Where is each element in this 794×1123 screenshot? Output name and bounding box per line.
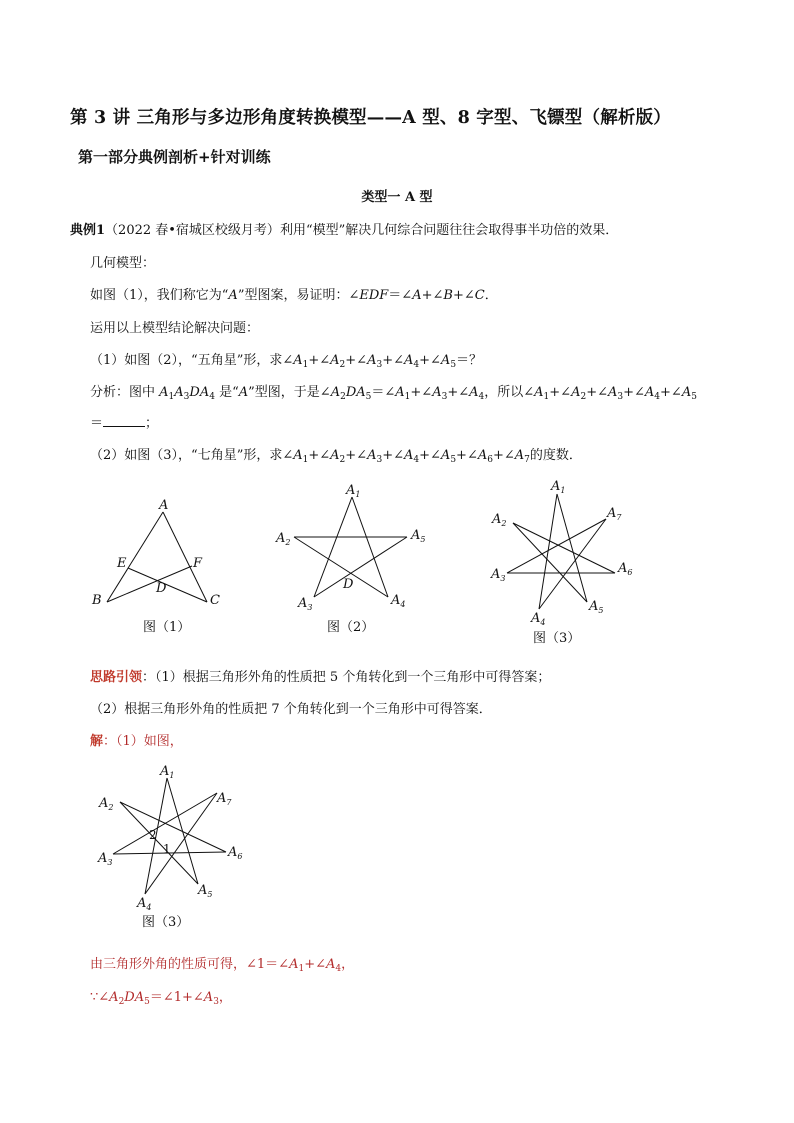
analysis-semicolon: ； <box>145 416 159 431</box>
figure-1 <box>85 490 235 650</box>
fig4-label-a5: $A_5$ <box>198 883 213 899</box>
figure-3 <box>485 472 645 652</box>
fig3-label-a5: $A_5$ <box>589 599 604 615</box>
fig1-label-e: E <box>117 556 127 571</box>
analysis-text-b: 是“ <box>219 385 239 400</box>
fig4-label-a1: $A_1$ <box>160 764 175 780</box>
fig1-var-c: C <box>474 288 485 303</box>
figure-2 <box>270 480 440 640</box>
fig4-label-a7: $A_7$ <box>217 791 232 807</box>
fig1-var-b: B <box>443 288 453 303</box>
fig3-star <box>507 494 615 609</box>
fig2-label-a5: $A_5$ <box>411 528 426 544</box>
fig1-text-a: 如图（1），我们称它为“ <box>90 288 229 303</box>
fig1-caption: 图（1） <box>143 620 191 635</box>
fig1-label-f: F <box>193 556 203 571</box>
fig2-caption: 图（2） <box>327 620 375 635</box>
analysis-text-a: 分析：图中 <box>90 385 160 400</box>
fig3-label-a4: $A_4$ <box>531 611 546 627</box>
example-label: 典例1 <box>70 223 106 238</box>
solution-label: 解 <box>90 734 104 749</box>
fig3-label-a7: $A_7$ <box>607 506 622 522</box>
question-1: （1）如图（2），“五角星”形，求$\angle A_1+\angle A_2+\angle A_3+\angle A_4+\angle A_5=$？ <box>90 353 483 370</box>
fig4-angle-2: 2 <box>149 828 157 842</box>
answer-blank[interactable] <box>103 416 145 427</box>
fig3-caption: 图（3） <box>533 631 581 646</box>
apply-text: 运用以上模型结论解决问题： <box>90 321 260 336</box>
fig2-label-a1: $A_1$ <box>346 483 361 499</box>
hint-line-1 <box>90 666 550 685</box>
fig2-label-a4: $A_4$ <box>391 593 406 609</box>
fig4-angle-1: 1 <box>163 842 171 856</box>
analysis-text-d: ，所以∠ <box>484 385 535 400</box>
fig1-var-a2: A <box>412 288 422 303</box>
fig4-label-a4: $A_4$ <box>137 896 152 912</box>
analysis-line: 分析：图中 $A_1A_3DA_4$ 是“A”型图，于是$\angle A_2DA_5=\angle A_1+\angle A_3+\angle A_4$，所以$\angle A_1+\angle A_2+\angle A_3+\angle A_4+\angle A_5$ <box>90 385 697 402</box>
q2-tail: 的度数． <box>529 448 582 463</box>
fig2-label-d: D <box>343 577 354 592</box>
hint-line-2: （2）根据三角形外角的性质把 7 个角转化到一个三角形中可得答案． <box>90 702 492 717</box>
fig1-label-b: B <box>92 593 102 608</box>
fig1-text-e: +∠ <box>452 288 475 303</box>
fig1-text-f: ． <box>484 288 498 303</box>
solution-text-1: ：（1）如图， <box>103 734 183 749</box>
solution-line-1 <box>90 730 183 749</box>
fig1-text-b: ”型图案，易证明：∠ <box>237 288 360 303</box>
analysis-eq: ＝ <box>90 416 104 431</box>
fig1-label-a: A <box>159 498 169 513</box>
fig1-segment-ec <box>128 568 207 602</box>
hint-text-1: （1）根据三角形外角的性质把 5 个角转化到一个三角形中可得答案； <box>155 670 551 685</box>
fig3-label-a2: $A_2$ <box>492 512 507 528</box>
solution-text-2c: ， <box>341 957 355 972</box>
example-source: （2022 春•宿城区校级月考） <box>105 223 280 238</box>
solution-text-3b: ＝∠1+∠ <box>149 990 204 1005</box>
fig1-text-c: ＝∠ <box>388 288 413 303</box>
fig4-label-a2: $A_2$ <box>99 796 114 812</box>
fig4-label-a3: $A_3$ <box>98 851 113 867</box>
q2-text: （2）如图（3），“七角星”形，求∠ <box>90 448 294 463</box>
model-label: 几何模型： <box>90 256 156 271</box>
fig2-label-a3: $A_3$ <box>298 596 313 612</box>
example-text: 利用“模型”解决几何综合问题往往会取得事半功倍的效果． <box>279 223 619 238</box>
fig1-label-c: C <box>210 593 220 608</box>
fig2-label-a2: $A_2$ <box>276 531 291 547</box>
fig3-label-a3: $A_3$ <box>491 567 506 583</box>
fig1-side-ab <box>107 512 163 602</box>
solution-text-2a: 由三角形外角的性质可得，∠1＝∠ <box>90 957 290 972</box>
q1-tail: ＝？ <box>456 353 483 368</box>
fig1-description <box>90 284 498 303</box>
solution-line-3: $\because\angle A_2DA_5=\angle 1+\angle A_3$， <box>90 990 232 1007</box>
hint-label: 思路引领 <box>90 670 143 685</box>
fig4-label-a6: $A_6$ <box>228 845 243 861</box>
fig1-text-d: +∠ <box>421 288 444 303</box>
page-title: 第 3 讲 三角形与多边形角度转换模型——A 型、8 字型、飞镖型（解析版） <box>70 108 671 128</box>
analysis-answer <box>90 412 158 431</box>
example-intro <box>70 219 618 238</box>
fig4-star <box>113 778 226 894</box>
solution-text-3c: ， <box>218 990 232 1005</box>
solution-text-2b: +∠ <box>304 957 326 972</box>
section-heading: 第一部分典例剖析+针对训练 <box>78 148 271 166</box>
analysis-var-a: A <box>238 385 249 400</box>
fig4-caption: 图（3） <box>142 915 190 930</box>
fig3-label-a6: $A_6$ <box>618 561 633 577</box>
fig1-var-a: A <box>228 288 238 303</box>
fig1-var-edf: EDF <box>359 288 389 303</box>
analysis-text-c: ”型图，于是∠ <box>248 385 331 400</box>
question-2: （2）如图（3），“七角星”形，求$\angle A_1+\angle A_2+\angle A_3+\angle A_4+\angle A_5+\angle A_6+\angle A_7$的度数． <box>90 448 582 465</box>
solution-text-3a: ∵∠ <box>90 990 110 1005</box>
fig1-segment-bf <box>107 566 192 602</box>
fig3-label-a1: $A_1$ <box>551 479 566 495</box>
hint-colon: ： <box>142 670 156 685</box>
type-heading: 类型一 A 型 <box>361 190 433 205</box>
fig1-label-d: D <box>156 581 167 596</box>
figure-4 <box>90 758 260 938</box>
solution-line-2: 由三角形外角的性质可得，$\angle 1=\angle A_1+\angle A_4$， <box>90 957 355 974</box>
q1-text: （1）如图（2），“五角星”形，求∠ <box>90 353 294 368</box>
